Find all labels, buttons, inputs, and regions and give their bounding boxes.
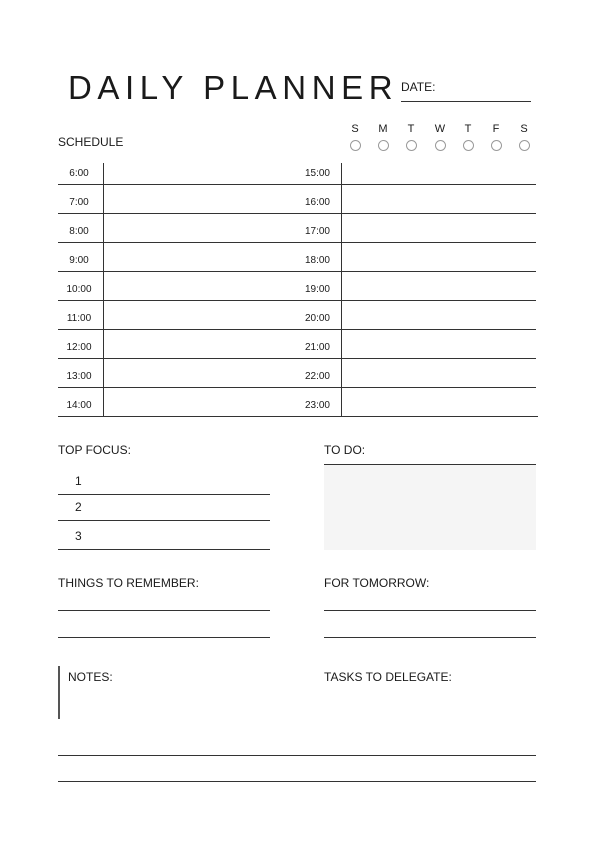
tomorrow-line[interactable]: [324, 637, 536, 638]
day-checkbox-saturday[interactable]: [519, 140, 530, 151]
time-slot-label: 15:00: [304, 168, 330, 179]
time-slot-label: 11:00: [66, 313, 92, 324]
tomorrow-line[interactable]: [324, 610, 536, 611]
schedule-row-line: [58, 271, 536, 272]
day-checkbox-thursday[interactable]: [463, 140, 474, 151]
day-checkbox-wednesday[interactable]: [435, 140, 446, 151]
schedule-row-line: [58, 416, 538, 417]
day-label-saturday: S: [520, 123, 528, 135]
things-to-remember-label: THINGS TO REMEMBER:: [58, 576, 199, 590]
focus-item-number: 1: [75, 474, 82, 488]
focus-item-number: 3: [75, 529, 82, 543]
page-title: DAILY PLANNER: [68, 69, 399, 106]
focus-item-line[interactable]: [58, 520, 270, 521]
time-slot-label: 12:00: [66, 342, 92, 353]
schedule-row-line: [58, 329, 536, 330]
notes-label: NOTES:: [68, 670, 113, 684]
tasks-to-delegate-label: TASKS TO DELEGATE:: [324, 670, 452, 684]
day-label-wednesday: W: [434, 123, 446, 135]
time-slot-label: 21:00: [304, 342, 330, 353]
day-checkbox-tuesday[interactable]: [406, 140, 417, 151]
schedule-row-line: [58, 387, 536, 388]
day-label-friday: F: [492, 123, 500, 135]
date-label: DATE:: [401, 80, 436, 94]
time-slot-label: 13:00: [66, 371, 92, 382]
time-slot-label: 17:00: [304, 226, 330, 237]
day-checkbox-friday[interactable]: [491, 140, 502, 151]
notes-line[interactable]: [58, 781, 536, 782]
todo-box[interactable]: [324, 465, 536, 550]
day-label-tuesday: T: [407, 123, 415, 135]
schedule-row-line: [58, 300, 536, 301]
time-slot-label: 20:00: [304, 313, 330, 324]
notes-accent-bar: [58, 666, 60, 719]
time-slot-label: 22:00: [304, 371, 330, 382]
time-slot-label: 9:00: [69, 255, 89, 266]
time-slot-label: 23:00: [304, 400, 330, 411]
schedule-row-line: [58, 184, 536, 185]
time-slot-label: 16:00: [304, 197, 330, 208]
schedule-row-line: [58, 242, 536, 243]
time-slot-label: 10:00: [66, 284, 92, 295]
schedule-row-line: [58, 358, 536, 359]
time-slot-label: 19:00: [304, 284, 330, 295]
focus-item-line[interactable]: [58, 549, 270, 550]
day-checkbox-monday[interactable]: [378, 140, 389, 151]
focus-item-number: 2: [75, 500, 82, 514]
schedule-label: SCHEDULE: [58, 135, 124, 149]
time-slot-label: 14:00: [66, 400, 92, 411]
for-tomorrow-label: FOR TOMORROW:: [324, 576, 430, 590]
time-slot-label: 8:00: [69, 226, 89, 237]
todo-label: TO DO:: [324, 443, 366, 457]
day-label-thursday: T: [464, 123, 472, 135]
day-label-monday: M: [378, 123, 388, 135]
focus-item-line[interactable]: [58, 494, 270, 495]
time-slot-label: 18:00: [304, 255, 330, 266]
remember-line[interactable]: [58, 610, 270, 611]
schedule-left-divider: [103, 163, 104, 416]
day-label-sunday: S: [351, 123, 359, 135]
top-focus-label: TOP FOCUS:: [58, 443, 131, 457]
notes-line[interactable]: [58, 755, 536, 756]
remember-line[interactable]: [58, 637, 270, 638]
schedule-center-divider: [341, 163, 342, 416]
time-slot-label: 7:00: [69, 197, 89, 208]
date-field-line[interactable]: [401, 101, 531, 102]
schedule-row-line: [58, 213, 536, 214]
day-checkbox-sunday[interactable]: [350, 140, 361, 151]
time-slot-label: 6:00: [69, 168, 89, 179]
